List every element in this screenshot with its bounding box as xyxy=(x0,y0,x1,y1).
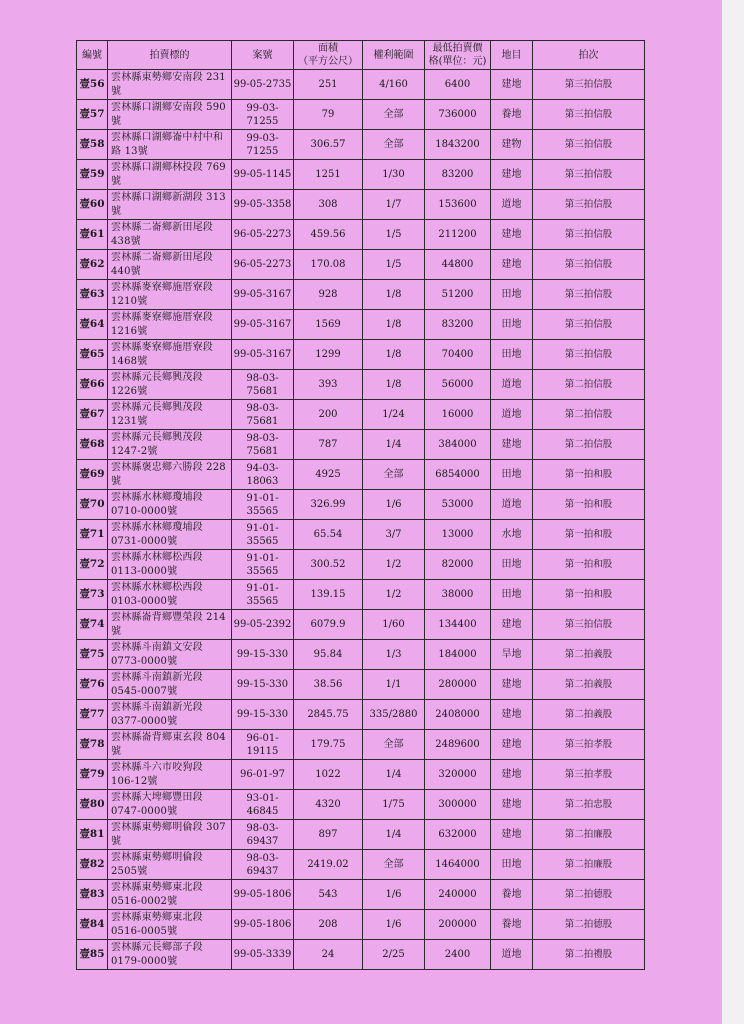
table-row xyxy=(77,280,645,310)
row-price: 153600 xyxy=(425,190,491,220)
table-row xyxy=(77,220,645,250)
table-row xyxy=(77,700,645,730)
table-row xyxy=(77,910,645,940)
row-area: 308 xyxy=(294,190,363,220)
row-no: 壹83 xyxy=(77,880,108,910)
row-auction: 第三拍信股 xyxy=(533,280,645,310)
row-case: 94-03-18063 xyxy=(232,460,294,490)
header-price-line1: 最低拍賣價 xyxy=(432,43,483,54)
row-case: 96-05-2273 xyxy=(232,220,294,250)
row-auction: 第三拍信股 xyxy=(533,160,645,190)
row-price: 384000 xyxy=(425,430,491,460)
row-rights: 4/160 xyxy=(363,70,425,100)
row-rights: 1/60 xyxy=(363,610,425,640)
row-area: 4320 xyxy=(294,790,363,820)
row-price: 2400 xyxy=(425,940,491,970)
row-land: 水地 xyxy=(491,520,533,550)
row-auction: 第三拍信股 xyxy=(533,130,645,160)
row-auction: 第三拍信股 xyxy=(533,70,645,100)
row-area: 306.57 xyxy=(294,130,363,160)
row-rights: 1/24 xyxy=(363,400,425,430)
row-target: 雲林縣水林鄉松西段 0113-0000號 xyxy=(108,550,232,580)
row-target: 雲林縣東勢鄉明倫段 2505號 xyxy=(108,850,232,880)
row-auction: 第三拍信股 xyxy=(533,100,645,130)
row-target: 雲林縣東勢鄉明倫段 307號 xyxy=(108,820,232,850)
page-edge xyxy=(722,0,744,1024)
row-case: 99-03-71255 xyxy=(232,100,294,130)
row-price: 200000 xyxy=(425,910,491,940)
header-case: 案號 xyxy=(232,41,294,70)
row-price: 2408000 xyxy=(425,700,491,730)
row-target: 雲林縣口湖鄉崙中村中和路 13號 xyxy=(108,130,232,160)
table-row xyxy=(77,850,645,880)
row-rights: 全部 xyxy=(363,460,425,490)
row-target: 雲林縣斗六市咬狗段 106-12號 xyxy=(108,760,232,790)
row-price: 240000 xyxy=(425,880,491,910)
row-rights: 1/5 xyxy=(363,220,425,250)
row-target: 雲林縣東勢鄉東北段 0516-0002號 xyxy=(108,880,232,910)
row-area: 200 xyxy=(294,400,363,430)
row-price: 320000 xyxy=(425,760,491,790)
row-auction: 第一拍和股 xyxy=(533,580,645,610)
row-case: 91-01-35565 xyxy=(232,580,294,610)
table-row xyxy=(77,760,645,790)
row-area: 4925 xyxy=(294,460,363,490)
row-price: 44800 xyxy=(425,250,491,280)
table-row xyxy=(77,460,645,490)
header-auction: 拍次 xyxy=(533,41,645,70)
row-auction: 第三拍孝股 xyxy=(533,730,645,760)
row-no: 壹78 xyxy=(77,730,108,760)
header-price-line2: 格(單位：元) xyxy=(428,56,487,67)
row-case: 98-03-69437 xyxy=(232,820,294,850)
table-row xyxy=(77,190,645,220)
row-target: 雲林縣水林鄉松西段 0103-0000號 xyxy=(108,580,232,610)
row-case: 99-05-2392 xyxy=(232,610,294,640)
row-land: 建物 xyxy=(491,130,533,160)
row-no: 壹70 xyxy=(77,490,108,520)
row-target: 雲林縣口湖鄉新湖段 313號 xyxy=(108,190,232,220)
table-row xyxy=(77,400,645,430)
row-price: 83200 xyxy=(425,310,491,340)
row-price: 1843200 xyxy=(425,130,491,160)
row-rights: 2/25 xyxy=(363,940,425,970)
row-area: 38.56 xyxy=(294,670,363,700)
row-auction: 第二拍忠股 xyxy=(533,790,645,820)
row-rights: 1/2 xyxy=(363,580,425,610)
row-target: 雲林縣麥寮鄉施厝寮段 1216號 xyxy=(108,310,232,340)
row-rights: 1/4 xyxy=(363,820,425,850)
row-rights: 1/6 xyxy=(363,880,425,910)
row-auction: 第三拍信股 xyxy=(533,310,645,340)
row-rights: 1/1 xyxy=(363,670,425,700)
row-case: 91-01-35565 xyxy=(232,550,294,580)
row-no: 壹85 xyxy=(77,940,108,970)
row-no: 壹69 xyxy=(77,460,108,490)
table-row xyxy=(77,640,645,670)
row-land: 建地 xyxy=(491,430,533,460)
row-land: 道地 xyxy=(491,370,533,400)
table-row xyxy=(77,550,645,580)
row-auction: 第三拍信股 xyxy=(533,250,645,280)
table-row xyxy=(77,430,645,460)
row-area: 79 xyxy=(294,100,363,130)
row-target: 雲林縣東勢鄉東北段 0516-0005號 xyxy=(108,910,232,940)
header-land: 地目 xyxy=(491,41,533,70)
row-price: 300000 xyxy=(425,790,491,820)
row-area: 24 xyxy=(294,940,363,970)
row-rights: 全部 xyxy=(363,850,425,880)
row-price: 13000 xyxy=(425,520,491,550)
row-no: 壹68 xyxy=(77,430,108,460)
row-land: 田地 xyxy=(491,340,533,370)
row-no: 壹84 xyxy=(77,910,108,940)
row-rights: 1/3 xyxy=(363,640,425,670)
row-target: 雲林縣二崙鄉新田尾段 440號 xyxy=(108,250,232,280)
row-area: 170.08 xyxy=(294,250,363,280)
row-land: 田地 xyxy=(491,550,533,580)
auction-table xyxy=(76,40,645,970)
row-area: 459.56 xyxy=(294,220,363,250)
row-auction: 第二拍廉股 xyxy=(533,820,645,850)
table-row xyxy=(77,520,645,550)
row-land: 養地 xyxy=(491,910,533,940)
row-area: 326.99 xyxy=(294,490,363,520)
row-auction: 第二拍德股 xyxy=(533,910,645,940)
row-auction: 第二拍義股 xyxy=(533,640,645,670)
row-target: 雲林縣元長鄉興茂段 1231號 xyxy=(108,400,232,430)
row-land: 田地 xyxy=(491,850,533,880)
row-price: 211200 xyxy=(425,220,491,250)
header-area xyxy=(294,41,363,70)
row-rights: 1/6 xyxy=(363,910,425,940)
row-auction: 第二拍義股 xyxy=(533,700,645,730)
row-auction: 第一拍和股 xyxy=(533,520,645,550)
row-case: 99-15-330 xyxy=(232,670,294,700)
row-no: 壹60 xyxy=(77,190,108,220)
row-area: 543 xyxy=(294,880,363,910)
row-case: 98-03-75681 xyxy=(232,400,294,430)
table-row xyxy=(77,160,645,190)
row-auction: 第二拍信股 xyxy=(533,370,645,400)
row-price: 736000 xyxy=(425,100,491,130)
row-price: 51200 xyxy=(425,280,491,310)
table-row xyxy=(77,670,645,700)
row-rights: 1/2 xyxy=(363,550,425,580)
row-target: 雲林縣東勢鄉安南段 231號 xyxy=(108,70,232,100)
table-row xyxy=(77,880,645,910)
row-rights: 1/75 xyxy=(363,790,425,820)
header-rights: 權利範圍 xyxy=(363,41,425,70)
row-target: 雲林縣大埤鄉豐田段 0747-0000號 xyxy=(108,790,232,820)
row-case: 99-05-3339 xyxy=(232,940,294,970)
row-no: 壹64 xyxy=(77,310,108,340)
table-row xyxy=(77,310,645,340)
row-land: 建地 xyxy=(491,670,533,700)
header-row xyxy=(77,41,645,70)
row-case: 99-05-3167 xyxy=(232,340,294,370)
row-rights: 1/7 xyxy=(363,190,425,220)
row-area: 65.54 xyxy=(294,520,363,550)
row-case: 91-01-35565 xyxy=(232,490,294,520)
row-rights: 全部 xyxy=(363,730,425,760)
row-target: 雲林縣元長鄉興茂段 1226號 xyxy=(108,370,232,400)
row-area: 139.15 xyxy=(294,580,363,610)
row-area: 208 xyxy=(294,910,363,940)
row-case: 96-01-97 xyxy=(232,760,294,790)
row-case: 99-05-2735 xyxy=(232,70,294,100)
table-row xyxy=(77,70,645,100)
row-land: 建地 xyxy=(491,790,533,820)
row-price: 82000 xyxy=(425,550,491,580)
row-rights: 1/5 xyxy=(363,250,425,280)
row-no: 壹71 xyxy=(77,520,108,550)
row-land: 養地 xyxy=(491,880,533,910)
row-price: 38000 xyxy=(425,580,491,610)
row-land: 道地 xyxy=(491,940,533,970)
row-case: 93-01-46845 xyxy=(232,790,294,820)
row-target: 雲林縣崙背鄉東玄段 804號 xyxy=(108,730,232,760)
row-price: 56000 xyxy=(425,370,491,400)
row-rights: 1/8 xyxy=(363,280,425,310)
row-auction: 第三拍孝股 xyxy=(533,760,645,790)
row-area: 787 xyxy=(294,430,363,460)
row-target: 雲林縣褒忠鄉六勝段 228號 xyxy=(108,460,232,490)
row-land: 田地 xyxy=(491,310,533,340)
table-row xyxy=(77,940,645,970)
row-auction: 第二拍德股 xyxy=(533,880,645,910)
row-rights: 1/8 xyxy=(363,340,425,370)
auction-listing-sheet xyxy=(76,40,644,970)
row-price: 134400 xyxy=(425,610,491,640)
row-no: 壹73 xyxy=(77,580,108,610)
row-price: 53000 xyxy=(425,490,491,520)
row-case: 99-05-3167 xyxy=(232,310,294,340)
row-no: 壹61 xyxy=(77,220,108,250)
row-case: 98-03-75681 xyxy=(232,370,294,400)
row-area: 251 xyxy=(294,70,363,100)
row-case: 91-01-35565 xyxy=(232,520,294,550)
table-header xyxy=(77,41,645,70)
row-no: 壹56 xyxy=(77,70,108,100)
row-no: 壹66 xyxy=(77,370,108,400)
row-land: 建地 xyxy=(491,820,533,850)
row-case: 96-01-19115 xyxy=(232,730,294,760)
row-case: 99-05-1145 xyxy=(232,160,294,190)
table-row xyxy=(77,610,645,640)
row-land: 建地 xyxy=(491,730,533,760)
header-price xyxy=(425,41,491,70)
row-auction: 第一拍和股 xyxy=(533,490,645,520)
row-target: 雲林縣崙背鄉豐榮段 214號 xyxy=(108,610,232,640)
row-price: 1464000 xyxy=(425,850,491,880)
row-price: 184000 xyxy=(425,640,491,670)
row-price: 632000 xyxy=(425,820,491,850)
row-land: 建地 xyxy=(491,700,533,730)
header-no: 編號 xyxy=(77,41,108,70)
row-no: 壹77 xyxy=(77,700,108,730)
row-rights: 1/4 xyxy=(363,430,425,460)
row-area: 1022 xyxy=(294,760,363,790)
row-target: 雲林縣麥寮鄉施厝寮段 1468號 xyxy=(108,340,232,370)
row-area: 897 xyxy=(294,820,363,850)
row-price: 6854000 xyxy=(425,460,491,490)
row-no: 壹81 xyxy=(77,820,108,850)
row-auction: 第二拍信股 xyxy=(533,400,645,430)
row-case: 98-03-75681 xyxy=(232,430,294,460)
row-auction: 第三拍信股 xyxy=(533,610,645,640)
row-case: 98-03-69437 xyxy=(232,850,294,880)
row-no: 壹63 xyxy=(77,280,108,310)
row-target: 雲林縣口湖鄉安南段 590號 xyxy=(108,100,232,130)
row-no: 壹79 xyxy=(77,760,108,790)
row-auction: 第二拍廉股 xyxy=(533,850,645,880)
row-target: 雲林縣水林鄉瓊埔段 0710-0000號 xyxy=(108,490,232,520)
row-target: 雲林縣元長鄉興茂段 1247-2號 xyxy=(108,430,232,460)
table-row xyxy=(77,580,645,610)
row-area: 179.75 xyxy=(294,730,363,760)
table-row xyxy=(77,130,645,160)
row-area: 300.52 xyxy=(294,550,363,580)
table-row xyxy=(77,490,645,520)
row-no: 壹57 xyxy=(77,100,108,130)
row-rights: 1/30 xyxy=(363,160,425,190)
row-target: 雲林縣斗南鎮新光段 0545-0007號 xyxy=(108,670,232,700)
row-target: 雲林縣口湖鄉林投段 769號 xyxy=(108,160,232,190)
row-area: 2419.02 xyxy=(294,850,363,880)
row-no: 壹62 xyxy=(77,250,108,280)
row-land: 田地 xyxy=(491,460,533,490)
row-land: 養地 xyxy=(491,100,533,130)
row-auction: 第二拍信股 xyxy=(533,430,645,460)
row-no: 壹65 xyxy=(77,340,108,370)
table-row xyxy=(77,820,645,850)
row-area: 1251 xyxy=(294,160,363,190)
row-case: 99-05-1806 xyxy=(232,910,294,940)
header-area-line1: 面積 xyxy=(318,43,338,54)
row-case: 99-05-3167 xyxy=(232,280,294,310)
row-area: 393 xyxy=(294,370,363,400)
row-price: 70400 xyxy=(425,340,491,370)
row-case: 99-15-330 xyxy=(232,700,294,730)
row-target: 雲林縣二崙鄉新田尾段 438號 xyxy=(108,220,232,250)
row-no: 壹59 xyxy=(77,160,108,190)
row-land: 田地 xyxy=(491,580,533,610)
row-target: 雲林縣水林鄉瓊埔段 0731-0000號 xyxy=(108,520,232,550)
row-land: 建地 xyxy=(491,760,533,790)
table-row xyxy=(77,730,645,760)
header-target: 拍賣標的 xyxy=(108,41,232,70)
row-land: 建地 xyxy=(491,70,533,100)
row-price: 16000 xyxy=(425,400,491,430)
row-rights: 3/7 xyxy=(363,520,425,550)
row-rights: 1/8 xyxy=(363,370,425,400)
table-row xyxy=(77,370,645,400)
row-rights: 1/8 xyxy=(363,310,425,340)
table-row xyxy=(77,790,645,820)
row-no: 壹58 xyxy=(77,130,108,160)
row-land: 道地 xyxy=(491,490,533,520)
row-land: 道地 xyxy=(491,400,533,430)
row-area: 1299 xyxy=(294,340,363,370)
row-target: 雲林縣麥寮鄉施厝寮段 1210號 xyxy=(108,280,232,310)
row-land: 建地 xyxy=(491,220,533,250)
row-no: 壹74 xyxy=(77,610,108,640)
row-land: 田地 xyxy=(491,280,533,310)
row-rights: 1/4 xyxy=(363,760,425,790)
row-area: 95.84 xyxy=(294,640,363,670)
row-price: 2489600 xyxy=(425,730,491,760)
row-area: 6079.9 xyxy=(294,610,363,640)
row-rights: 1/6 xyxy=(363,490,425,520)
row-case: 99-15-330 xyxy=(232,640,294,670)
row-case: 99-03-71255 xyxy=(232,130,294,160)
row-auction: 第三拍信股 xyxy=(533,190,645,220)
row-no: 壹67 xyxy=(77,400,108,430)
row-price: 6400 xyxy=(425,70,491,100)
row-land: 建地 xyxy=(491,160,533,190)
row-target: 雲林縣元長鄉部子段 0179-0000號 xyxy=(108,940,232,970)
row-case: 99-05-1806 xyxy=(232,880,294,910)
row-rights: 335/2880 xyxy=(363,700,425,730)
row-no: 壹72 xyxy=(77,550,108,580)
table-row xyxy=(77,250,645,280)
header-area-line2: （平方公尺） xyxy=(298,56,358,67)
row-case: 99-05-3358 xyxy=(232,190,294,220)
row-rights: 全部 xyxy=(363,100,425,130)
row-land: 道地 xyxy=(491,190,533,220)
row-price: 280000 xyxy=(425,670,491,700)
row-land: 建地 xyxy=(491,610,533,640)
row-auction: 第二拍義股 xyxy=(533,670,645,700)
table-row xyxy=(77,100,645,130)
row-no: 壹80 xyxy=(77,790,108,820)
row-price: 83200 xyxy=(425,160,491,190)
table-body xyxy=(77,70,645,970)
row-area: 2845.75 xyxy=(294,700,363,730)
row-area: 1569 xyxy=(294,310,363,340)
row-land: 旱地 xyxy=(491,640,533,670)
row-auction: 第一拍和股 xyxy=(533,550,645,580)
row-no: 壹75 xyxy=(77,640,108,670)
row-no: 壹82 xyxy=(77,850,108,880)
row-target: 雲林縣斗南鎮文安段 0773-0000號 xyxy=(108,640,232,670)
row-rights: 全部 xyxy=(363,130,425,160)
table-row xyxy=(77,340,645,370)
row-no: 壹76 xyxy=(77,670,108,700)
row-auction: 第二拍禮股 xyxy=(533,940,645,970)
row-land: 建地 xyxy=(491,250,533,280)
row-auction: 第三拍信股 xyxy=(533,340,645,370)
row-area: 928 xyxy=(294,280,363,310)
row-auction: 第三拍信股 xyxy=(533,220,645,250)
row-case: 96-05-2273 xyxy=(232,250,294,280)
row-target: 雲林縣斗南鎮新光段 0377-0000號 xyxy=(108,700,232,730)
row-auction: 第一拍和股 xyxy=(533,460,645,490)
